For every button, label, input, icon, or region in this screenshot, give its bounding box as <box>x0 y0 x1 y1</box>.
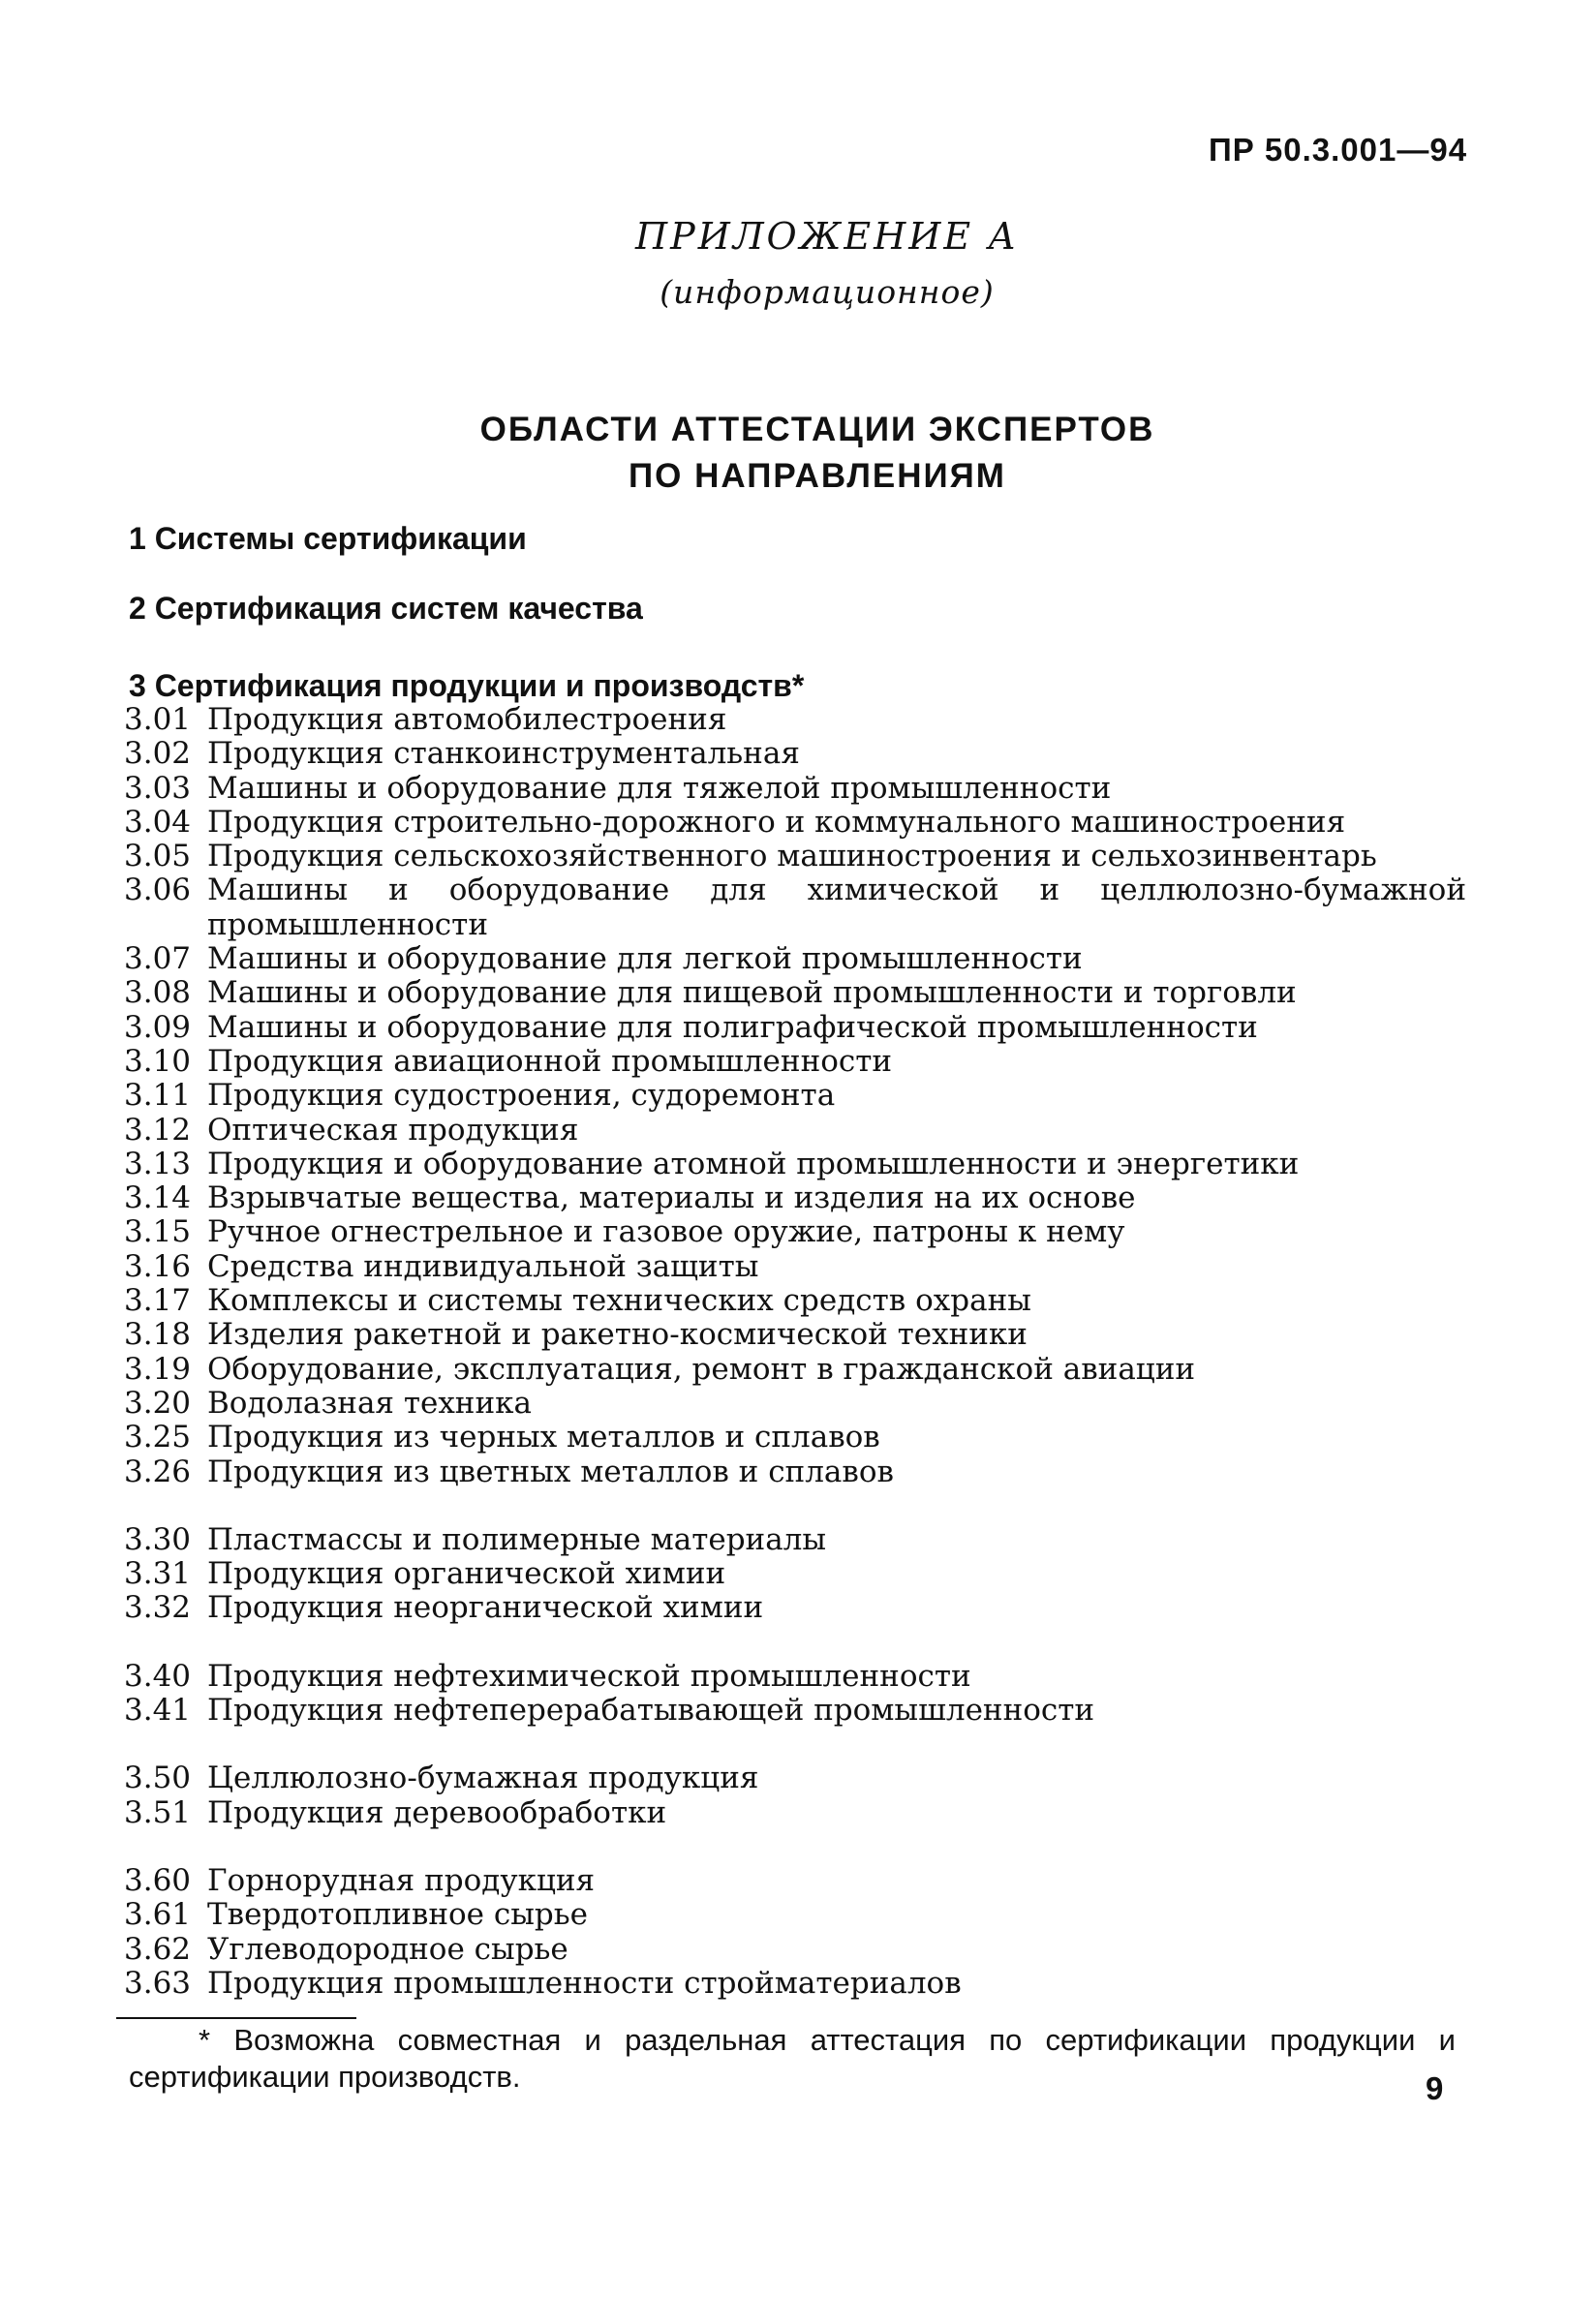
list-item <box>124 1114 1470 1148</box>
item-number: 3.18 <box>124 1317 192 1353</box>
item-number: 3.16 <box>124 1248 192 1284</box>
item-text: Продукция сельскохозяйственного машиностроения и сельхозинвентарь <box>207 839 1377 874</box>
item-number: 3.26 <box>124 1454 192 1489</box>
item-number: 3.61 <box>124 1897 192 1933</box>
item-number: 3.10 <box>124 1043 192 1079</box>
item-text: Твердотопливное сырье <box>207 1897 588 1933</box>
list-item <box>124 1387 1470 1421</box>
item-text: Продукция из цветных металлов и сплавов <box>207 1454 894 1489</box>
list-item <box>124 1215 1470 1249</box>
item-number: 3.20 <box>124 1385 192 1421</box>
list-item <box>124 1079 1470 1113</box>
list-item <box>124 1318 1470 1352</box>
footnote-divider <box>116 2017 356 2019</box>
group-spacer <box>124 1830 1470 1864</box>
item-number: 3.12 <box>124 1112 192 1148</box>
list-item <box>124 737 1470 771</box>
item-text: Продукция деревообработки <box>207 1794 667 1830</box>
list-item <box>124 873 1470 942</box>
list-item <box>124 840 1470 873</box>
item-text: Продукция автомобилестроения <box>207 702 727 737</box>
item-text: Продукция нефтеперерабатывающей промышленности <box>207 1693 1095 1729</box>
item-number: 3.60 <box>124 1862 192 1898</box>
item-text: Пластмассы и полимерные материалы <box>207 1521 827 1557</box>
list-item <box>124 1933 1470 1967</box>
item-number: 3.14 <box>124 1180 192 1216</box>
group-spacer <box>124 1489 1470 1523</box>
item-text: Машины и оборудование для легкой промышленности <box>207 941 1083 977</box>
section-heading-2: 2 Сертификация систем качества <box>129 591 643 626</box>
item-text: Продукция из черных металлов и сплавов <box>207 1420 880 1455</box>
item-number: 3.17 <box>124 1283 192 1319</box>
item-number: 3.07 <box>124 941 192 977</box>
item-text: Машины и оборудование для пищевой промышленности и торговли <box>207 975 1297 1011</box>
list-item <box>124 976 1470 1010</box>
item-text: Взрывчатые вещества, материалы и изделия на их основе <box>207 1180 1136 1216</box>
item-text: Продукция строительно-дорожного и коммунального машиностроения <box>207 804 1346 840</box>
item-number: 3.40 <box>124 1658 192 1694</box>
main-title-line-2: ПО НАПРАВЛЕНИЯМ <box>629 457 1006 495</box>
item-text: Продукция неорганической химии <box>207 1590 764 1626</box>
item-text: Машины и оборудование для тяжелой промышленности <box>207 770 1112 806</box>
group-spacer <box>124 1626 1470 1660</box>
item-text: Машины и оборудование для химической и целлюлозно-бумажной промышленности <box>207 873 1466 942</box>
item-text: Продукция нефтехимической промышленности <box>207 1658 971 1694</box>
item-text: Оптическая продукция <box>207 1112 579 1148</box>
item-number: 3.32 <box>124 1590 192 1626</box>
item-text: Водолазная техника <box>207 1385 532 1421</box>
item-text: Продукция авиационной промышленности <box>207 1043 893 1079</box>
item-text: Средства индивидуальной защиты <box>207 1248 759 1284</box>
item-text: Горнорудная продукция <box>207 1862 596 1898</box>
item-number: 3.50 <box>124 1761 192 1796</box>
list-item <box>124 1660 1470 1694</box>
group-spacer <box>124 1728 1470 1761</box>
item-text: Продукция и оборудование атомной промышленности и энергетики <box>207 1146 1300 1181</box>
item-text: Углеводородное сырье <box>207 1931 568 1967</box>
item-text: Оборудование, эксплуатация, ремонт в гражданской авиации <box>207 1351 1196 1387</box>
item-number: 3.13 <box>124 1146 192 1181</box>
item-number: 3.05 <box>124 839 192 874</box>
list-item <box>124 1353 1470 1387</box>
item-number: 3.03 <box>124 770 192 806</box>
list-item <box>124 1864 1470 1898</box>
main-title-line-1: ОБЛАСТИ АТТЕСТАЦИИ ЭКСПЕРТОВ <box>479 411 1155 448</box>
list-item <box>124 1898 1470 1932</box>
item-text: Продукция станкоинструментальная <box>207 736 800 772</box>
item-number: 3.15 <box>124 1214 192 1250</box>
item-text: Изделия ракетной и ракетно-космической техники <box>207 1317 1028 1353</box>
item-text: Комплексы и системы технических средств охраны <box>207 1283 1031 1319</box>
list-item <box>124 1523 1470 1557</box>
item-number: 3.51 <box>124 1794 192 1830</box>
item-text: Машины и оборудование для полиграфической промышленности <box>207 1009 1258 1045</box>
item-number: 3.09 <box>124 1009 192 1045</box>
list-item <box>124 806 1470 840</box>
list-item <box>124 1761 1470 1795</box>
list-item <box>124 1967 1470 2001</box>
list-item <box>124 1181 1470 1215</box>
list-item <box>124 703 1470 737</box>
item-number: 3.02 <box>124 736 192 772</box>
item-number: 3.41 <box>124 1693 192 1729</box>
list-item <box>124 1796 1470 1830</box>
section-heading-1: 1 Системы сертификации <box>129 521 527 556</box>
list-item <box>124 1455 1470 1489</box>
list-item <box>124 942 1470 976</box>
item-text: Ручное огнестрельное и газовое оружие, патроны к нему <box>207 1214 1125 1250</box>
item-number: 3.19 <box>124 1351 192 1387</box>
list-item <box>124 1011 1470 1045</box>
item-number: 3.63 <box>124 1965 192 2001</box>
list-item <box>124 1557 1470 1591</box>
item-number: 3.62 <box>124 1931 192 1967</box>
document-code: ПР 50.3.001—94 <box>1209 132 1468 168</box>
item-number: 3.25 <box>124 1420 192 1455</box>
item-text: Целлюлозно-бумажная продукция <box>207 1761 759 1796</box>
list-item <box>124 772 1470 806</box>
page-number: 9 <box>1426 2070 1444 2106</box>
main-title <box>0 407 1596 500</box>
list-item <box>124 1284 1470 1318</box>
list-item <box>124 1694 1470 1728</box>
item-number: 3.30 <box>124 1521 192 1557</box>
list-item <box>124 1045 1470 1079</box>
appendix-subtitle: (информационное) <box>660 273 995 311</box>
footnote: * Возможна совместная и раздельная аттестация по сертификации продукции и сертификации производств. <box>129 2023 1456 2094</box>
item-number: 3.04 <box>124 804 192 840</box>
list-item <box>124 1591 1470 1625</box>
item-text: Продукция промышленности стройматериалов <box>207 1965 962 2001</box>
item-number: 3.06 <box>124 873 192 908</box>
item-number: 3.08 <box>124 975 192 1011</box>
item-list <box>124 703 1470 2001</box>
section-heading-3: 3 Сертификация продукции и производств* <box>129 668 805 703</box>
appendix-title: ПРИЛОЖЕНИЕ А <box>634 215 1020 258</box>
list-item <box>124 1148 1470 1181</box>
item-text: Продукция органической химии <box>207 1556 726 1592</box>
item-text: Продукция судостроения, судоремонта <box>207 1078 836 1114</box>
item-number: 3.31 <box>124 1556 192 1592</box>
list-item <box>124 1421 1470 1455</box>
item-number: 3.11 <box>124 1078 192 1114</box>
item-number: 3.01 <box>124 702 192 737</box>
list-item <box>124 1250 1470 1284</box>
